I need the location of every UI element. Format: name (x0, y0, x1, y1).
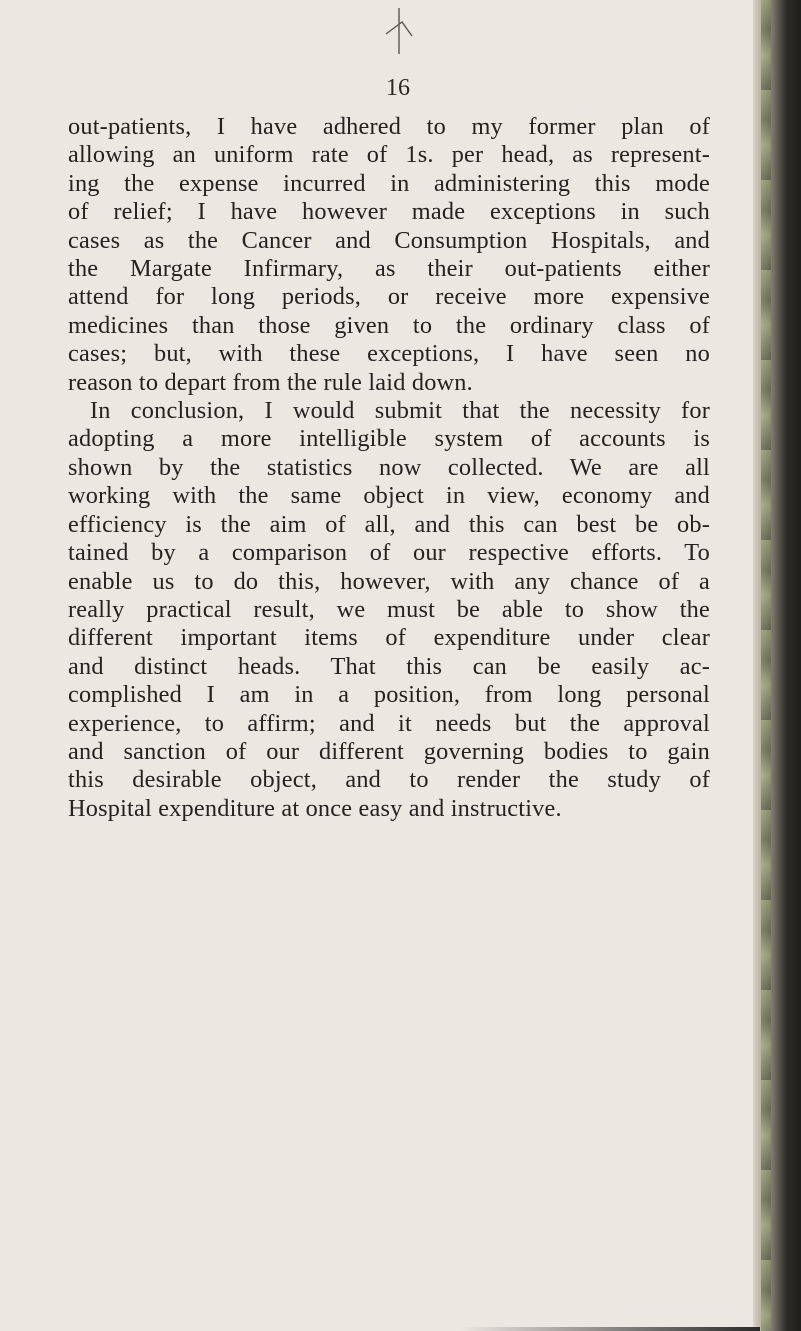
text-line: tained by a comparison of our respective efforts. To (68, 539, 710, 567)
text-line: allowing an uniform rate of 1s. per head, as represent- (68, 141, 710, 169)
text-line: and sanction of our different governing bodies to gain (68, 737, 710, 765)
text-line: cases; but, with these exceptions, I have seen no (68, 340, 710, 368)
text-line: the Margate Infirmary, as their out-patients either (68, 255, 710, 283)
text-line: ing the expense incurred in administering this mode (68, 169, 710, 197)
body-text (68, 113, 710, 823)
text-line: medicines than those given to the ordinary class of (68, 311, 710, 339)
text-line: different important items of expenditure under clear (68, 624, 710, 652)
text-line: and distinct heads. That this can be easily ac- (68, 652, 710, 680)
text-line: attend for long periods, or receive more expensive (68, 283, 710, 311)
page-bottom-shadow (460, 1327, 760, 1331)
book-binding-edge (753, 0, 801, 1331)
text-line: complished I am in a position, from long personal (68, 681, 710, 709)
text-line: efficiency is the aim of all, and this can best be ob- (68, 510, 710, 538)
text-line: shown by the statistics now collected. We are all (68, 453, 710, 481)
text-line: of relief; I have however made exceptions in such (68, 198, 710, 226)
text-line: enable us to do this, however, with any chance of a (68, 567, 710, 595)
text-line: In conclusion, I would submit that the necessity for (90, 397, 710, 425)
pencil-mark-icon (378, 8, 418, 60)
text-line: really practical result, we must be able to show the (68, 595, 710, 623)
text-line: Hospital expenditure at once easy and instructive. (68, 794, 562, 822)
text-line: cases as the Cancer and Consumption Hospitals, and (68, 226, 710, 254)
text-line: reason to depart from the rule laid down. (68, 368, 473, 396)
text-line: out-patients, I have adhered to my former plan of (68, 113, 710, 140)
text-line: adopting a more intelligible system of accounts is (68, 425, 710, 453)
text-line: working with the same object in view, economy and (68, 482, 710, 510)
text-line: experience, to affirm; and it needs but the approval (68, 709, 710, 737)
text-line: this desirable object, and to render the study of (68, 766, 710, 794)
page-number: 16 (386, 75, 410, 101)
